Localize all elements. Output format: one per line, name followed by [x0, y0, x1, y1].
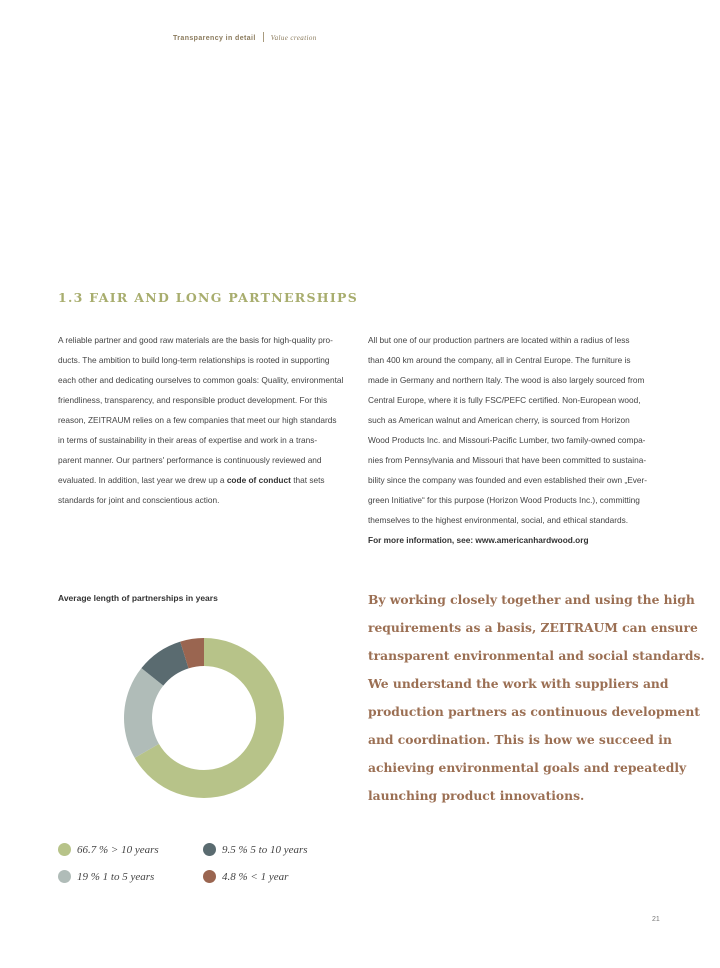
- donut-slice-1-to-5-years: [124, 668, 163, 758]
- chart-title: Average length of partnerships in years: [58, 593, 218, 603]
- legend-swatch: [58, 843, 71, 856]
- page-number: 21: [652, 916, 660, 923]
- more-info-link[interactable]: For more information, see: www.americanhardwood.org: [368, 535, 589, 545]
- partnership-donut-chart: [118, 632, 290, 804]
- right-text-line: Wood Products Inc. and Missouri-Pacific Lumber, two family-owned compa-: [368, 435, 646, 445]
- legend-swatch: [203, 843, 216, 856]
- right-text-line: such as American walnut and American cherry, is sourced from Horizon: [368, 415, 630, 425]
- left-text-line: each other and dedicating ourselves to common goals: Quality, environmental: [58, 375, 344, 385]
- left-text-line: parent manner. Our partners' performance is continuously reviewed and: [58, 455, 322, 465]
- quote-line: requirements as a basis, ZEITRAUM can ensure: [368, 620, 698, 635]
- left-text-fragment: evaluated. In addition, last year we drew up a: [58, 475, 227, 485]
- legend-label: 19 % 1 to 5 years: [77, 870, 155, 883]
- pull-quote: [368, 586, 705, 810]
- header-subsection: Value creation: [270, 34, 317, 42]
- legend-item-1-to-5-years: [58, 870, 154, 883]
- legend-label: 4.8 % < 1 year: [222, 870, 289, 883]
- running-header: [173, 32, 317, 42]
- left-text-line: in terms of sustainability in their areas of expertise and work in a trans-: [58, 435, 318, 445]
- right-text-line: made in Germany and northern Italy. The wood is also largely sourced from: [368, 375, 645, 385]
- right-text-line: nies from Pennsylvania and Missouri that have been committed to sustaina-: [368, 455, 647, 465]
- right-text-line: green Initiative“ for this purpose (Horizon Wood Products Inc.), committing: [368, 495, 640, 505]
- legend-item-over-10-years: [58, 843, 159, 856]
- quote-line: transparent environmental and social standards.: [368, 648, 705, 663]
- legend-item-5-to-10-years: [203, 843, 308, 856]
- legend-label: 9.5 % 5 to 10 years: [222, 843, 308, 856]
- left-text-fragment: that sets: [290, 475, 325, 485]
- legend-swatch: [203, 870, 216, 883]
- section-heading: 1.3 FAIR AND LONG PARTNERSHIPS: [58, 290, 359, 305]
- code-of-conduct-emphasis: code of conduct: [226, 475, 291, 485]
- left-text-line: friendliness, transparency, and responsible product development. For this: [58, 395, 328, 405]
- left-text-line: ducts. The ambition to build long-term relationships is rooted in supporting: [58, 355, 330, 365]
- quote-line: achieving environmental goals and repeatedly: [368, 760, 687, 775]
- left-text-line: [58, 470, 354, 490]
- legend-item-under-1-year: [203, 870, 288, 883]
- right-text-line: than 400 km around the company, all in Central Europe. The furniture is: [368, 355, 631, 365]
- quote-line: launching product innovations.: [368, 788, 585, 803]
- quote-line: By working closely together and using the high: [368, 592, 695, 607]
- right-text-line: themselves to the highest environmental, social, and ethical standards.: [368, 515, 629, 525]
- left-text-line: A reliable partner and good raw materials are the basis for high-quality pro-: [58, 335, 333, 345]
- right-text-line: All but one of our production partners are located within a radius of less: [368, 335, 630, 345]
- quote-line: and coordination. This is how we succeed in: [368, 732, 672, 747]
- legend-swatch: [58, 870, 71, 883]
- left-text-column: [58, 330, 354, 510]
- header-separator: [263, 32, 264, 42]
- right-text-column: [368, 330, 664, 550]
- quote-line: We understand the work with suppliers and: [368, 676, 669, 691]
- right-text-line: bility since the company was founded and even established their own „Ever-: [368, 475, 648, 485]
- right-text-line: Central Europe, where it is fully FSC/PEFC certified. Non-European wood,: [368, 395, 641, 405]
- header-section: Transparency in detail: [173, 35, 256, 42]
- left-text-line: reason, ZEITRAUM relies on a few companies that meet our high standards: [58, 415, 337, 425]
- chart-legend: [58, 843, 358, 893]
- quote-line: production partners as continuous development: [368, 704, 700, 719]
- left-text-line: standards for joint and conscientious action.: [58, 495, 220, 505]
- legend-label: 66.7 % > 10 years: [77, 843, 159, 856]
